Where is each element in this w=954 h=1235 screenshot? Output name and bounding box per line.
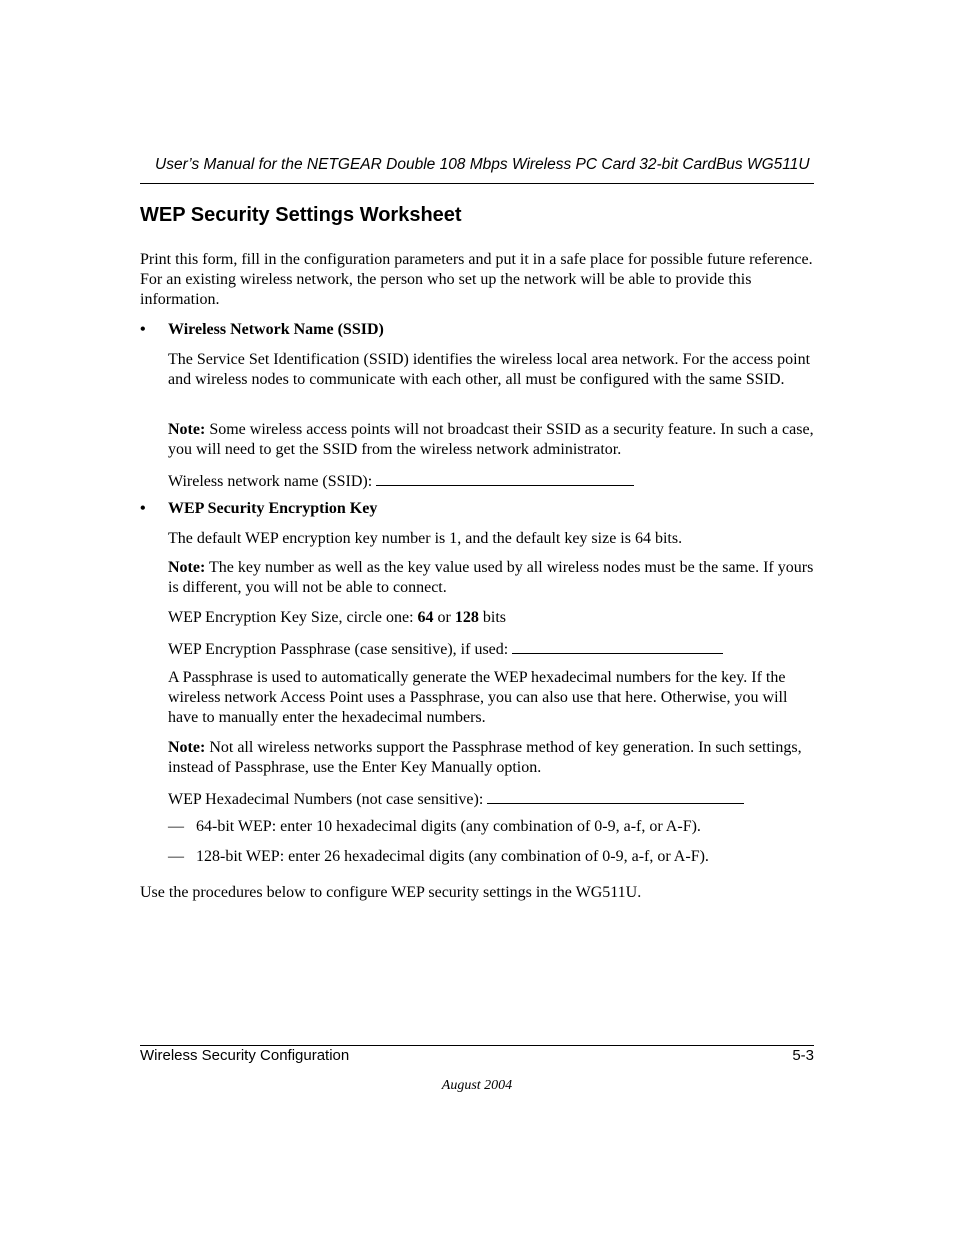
running-header: User’s Manual for the NETGEAR Double 108 Mbps Wireless PC Card 32-bit CardBus WG511U — [155, 156, 810, 173]
hex-field-line — [168, 788, 814, 810]
page-title: WEP Security Settings Worksheet — [140, 204, 462, 226]
note-label: Note: — [168, 739, 206, 756]
heading-ssid: Wireless Network Name (SSID) — [168, 321, 384, 338]
footer-page-number: 5-3 — [792, 1047, 814, 1064]
keysize-suffix: bits — [478, 609, 506, 626]
intro-paragraph: Print this form, fill in the configuration parameters and put it in a safe place for possible future reference. For an existing wireless network, the person who set up the network will be able to provide this information. — [140, 251, 813, 308]
header-rule — [140, 183, 814, 184]
dash-item-64bit — [168, 817, 701, 837]
note-label: Note: — [168, 421, 206, 438]
footer-section-name: Wireless Security Configuration — [140, 1047, 350, 1064]
note-label: Note: — [168, 559, 206, 576]
keysize-prefix: WEP Encryption Key Size, circle one: — [168, 609, 418, 626]
wep-paragraph: The default WEP encryption key number is 1, and the default key size is 64 bits. — [168, 530, 683, 547]
em-dash-mark: — — [168, 848, 184, 865]
passphrase-blank-line — [512, 638, 723, 654]
dash-item-128bit — [168, 847, 709, 867]
hex-blank-line — [487, 788, 744, 804]
bullet-icon: • — [140, 500, 146, 517]
ssid-field-label: Wireless network name (SSID): — [168, 473, 377, 490]
hex-field-label: WEP Hexadecimal Numbers (not case sensitive): — [168, 791, 488, 808]
note-text: Not all wireless networks support the Passphrase method of key generation. In such settings, instead of Passphrase, use the Enter Key Manually option. — [168, 739, 802, 776]
bullet-heading-ssid — [140, 320, 384, 340]
ssid-note — [168, 420, 814, 460]
ssid-blank-line — [376, 470, 634, 486]
em-dash-mark: — — [168, 818, 184, 835]
footer-rule — [140, 1045, 814, 1046]
closing-paragraph: Use the procedures below to configure WEP security settings in the WG511U. — [140, 884, 642, 901]
keysize-option-128: 128 — [454, 609, 479, 626]
footer-date: August 2004 — [441, 1078, 513, 1093]
bullet-icon: • — [140, 321, 146, 338]
passphrase-field-label: WEP Encryption Passphrase (case sensitive), if used: — [168, 641, 513, 658]
keysize-option-64: 64 — [417, 609, 434, 626]
passphrase-paragraph: A Passphrase is used to automatically generate the WEP hexadecimal numbers for the key. If the wireless network Access Point uses a Passphrase, you can also use that here. Otherwise, you will have to manually enter the hexadecimal numbers. — [168, 669, 788, 726]
heading-wep: WEP Security Encryption Key — [168, 500, 378, 517]
dash-item-text: 128-bit WEP: enter 26 hexadecimal digits (any combination of 0-9, a-f, or A-F). — [196, 848, 709, 865]
keysize-or: or — [433, 609, 455, 626]
dash-item-text: 64-bit WEP: enter 10 hexadecimal digits (any combination of 0-9, a-f, or A-F). — [196, 818, 701, 835]
passphrase-note — [168, 738, 814, 778]
note-text: The key number as well as the key value used by all wireless nodes must be the same. If yours is different, you will not be able to connect. — [168, 559, 814, 596]
note-text: Some wireless access points will not broadcast their SSID as a security feature. In such a case, you will need to get the SSID from the wireless network administrator. — [168, 421, 814, 458]
keysize-line — [168, 608, 814, 628]
bullet-heading-wep — [140, 499, 377, 519]
passphrase-field-line — [168, 638, 814, 660]
ssid-field-line — [168, 470, 814, 492]
ssid-paragraph: The Service Set Identification (SSID) identifies the wireless local area network. For the access point and wireless nodes to communicate with each other, all must be configured with the same SSID. — [168, 351, 811, 388]
wep-note — [168, 558, 814, 598]
